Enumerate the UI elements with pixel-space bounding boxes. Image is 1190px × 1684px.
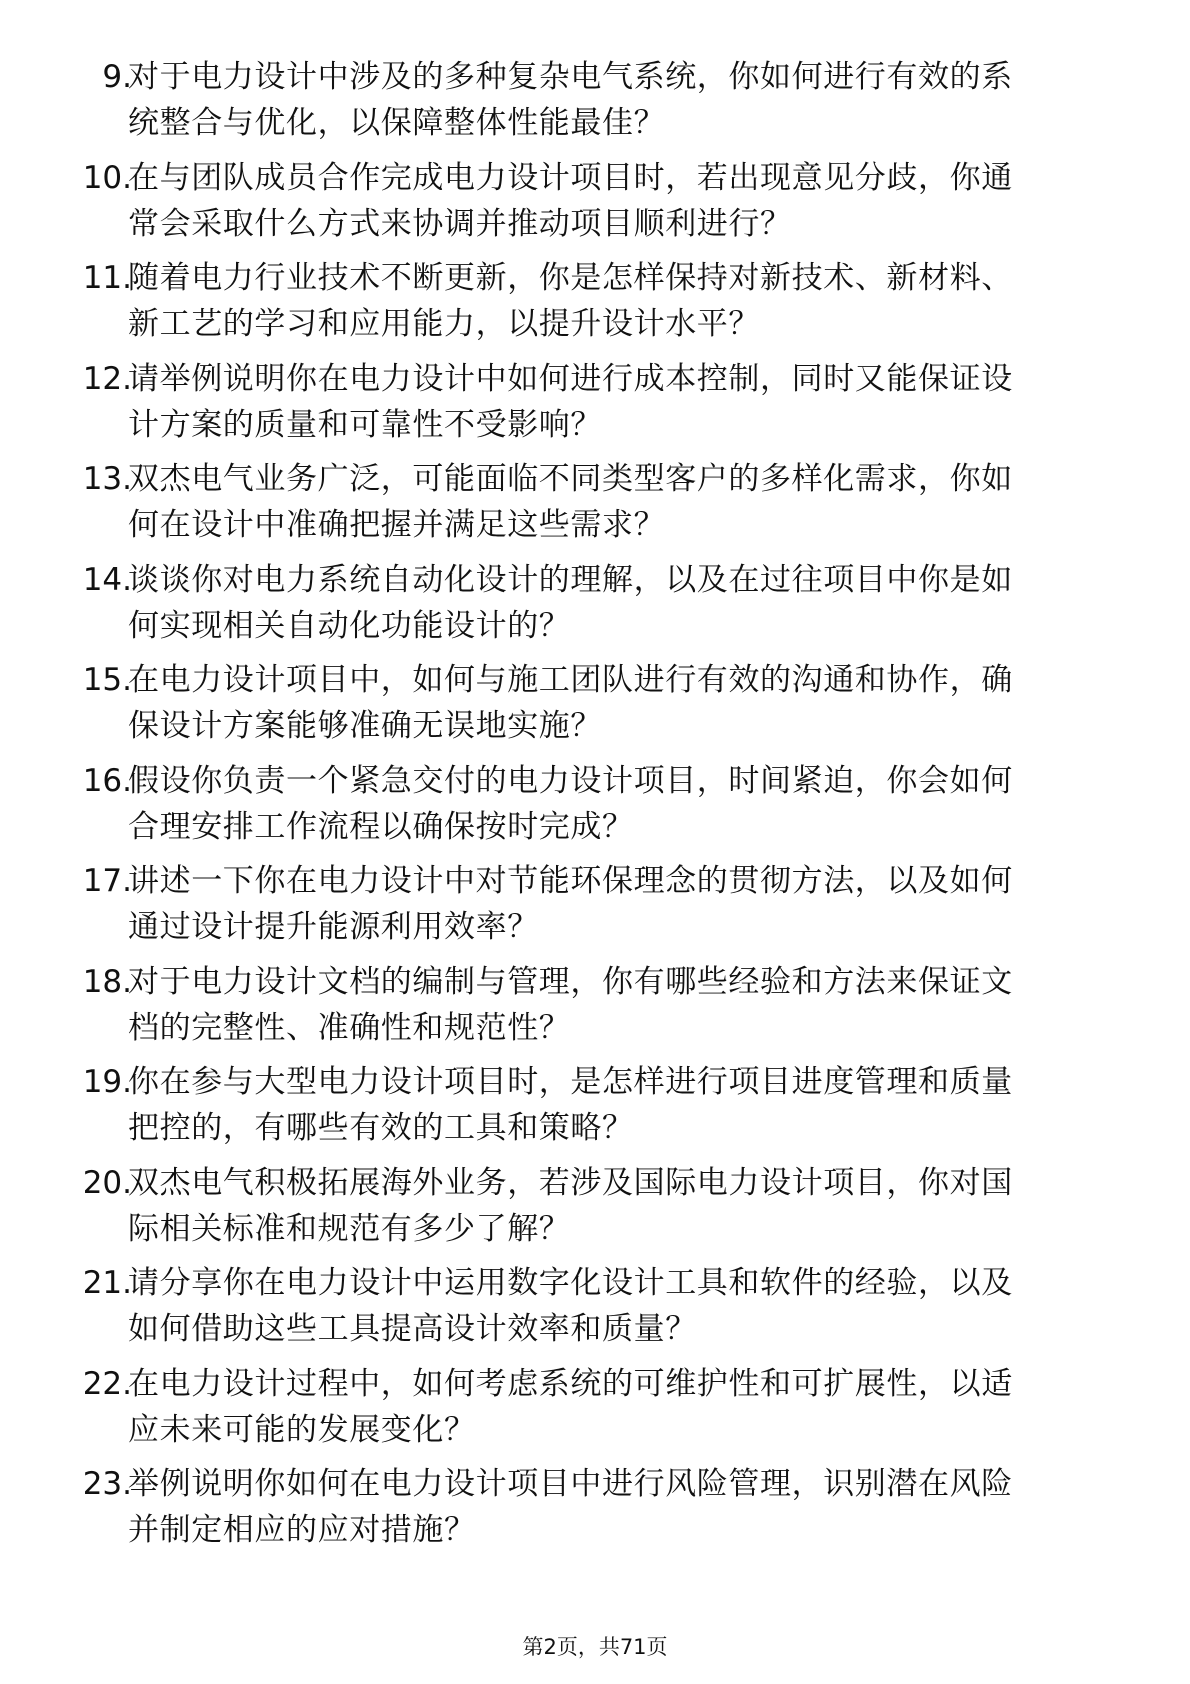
question-text-line: 何在设计中准确把握并满足这些需求？	[128, 507, 666, 543]
question-item	[0, 356, 1190, 457]
question-text-line: 保设计方案能够准确无误地实施？	[128, 708, 602, 744]
question-item	[0, 557, 1190, 658]
page-footer: 第2页，共71页	[522, 1635, 668, 1659]
question-list	[0, 54, 1190, 1562]
question-number: 16.	[82, 762, 132, 799]
question-text	[128, 356, 1108, 448]
question-number: 18.	[82, 963, 132, 1000]
question-number: 13.	[82, 461, 132, 497]
question-text	[128, 1160, 1108, 1252]
question-text	[128, 557, 1108, 649]
question-number: 14.	[82, 561, 132, 598]
question-text-line: 在电力设计项目中，如何与施工团队进行有效的沟通和协作，确	[128, 662, 1013, 698]
question-text-line: 对于电力设计文档的编制与管理，你有哪些经验和方法来保证文	[128, 963, 1013, 1000]
question-item	[0, 858, 1190, 959]
question-text-line: 应未来可能的发展变化？	[128, 1411, 476, 1448]
question-item	[0, 54, 1190, 155]
question-text-line: 常会采取什么方式来协调并推动项目顺利进行？	[128, 205, 792, 242]
question-text-line: 双杰电气业务广泛，可能面临不同类型客户的多样化需求，你如	[128, 461, 1013, 497]
question-text-line: 请分享你在电力设计中运用数字化设计工具和软件的经验，以及	[128, 1265, 1013, 1301]
question-text-line: 统整合与优化，以保障整体性能最佳？	[128, 105, 666, 141]
question-number: 9.	[102, 59, 132, 95]
question-text	[128, 456, 1108, 548]
question-text	[128, 54, 1108, 146]
question-text-line: 合理安排工作流程以确保按时完成？	[128, 808, 634, 845]
question-number: 19.	[82, 1064, 132, 1100]
question-text-line: 如何借助这些工具提高设计效率和质量？	[128, 1311, 697, 1347]
question-text-line: 通过设计提升能源利用效率？	[128, 909, 539, 945]
question-item	[0, 758, 1190, 859]
question-text	[128, 1461, 1108, 1553]
question-text-line: 对于电力设计中涉及的多种复杂电气系统，你如何进行有效的系	[128, 59, 1013, 95]
question-number: 11.	[82, 260, 132, 296]
question-text-line: 际相关标准和规范有多少了解？	[128, 1210, 571, 1247]
question-text-line: 并制定相应的应对措施？	[128, 1512, 476, 1548]
question-text	[128, 1059, 1108, 1151]
question-number: 21.	[82, 1265, 132, 1301]
question-number: 17.	[82, 863, 132, 899]
question-text	[128, 1361, 1108, 1453]
question-text-line: 假设你负责一个紧急交付的电力设计项目，时间紧迫，你会如何	[128, 762, 1013, 799]
question-number: 20.	[82, 1164, 132, 1201]
question-item	[0, 1160, 1190, 1261]
question-item	[0, 1059, 1190, 1160]
question-number: 15.	[82, 662, 132, 698]
question-text-line: 讲述一下你在电力设计中对节能环保理念的贯彻方法，以及如何	[128, 863, 1013, 899]
question-text	[128, 255, 1108, 347]
question-text	[128, 858, 1108, 950]
question-number: 10.	[82, 159, 132, 196]
question-text-line: 档的完整性、准确性和规范性？	[128, 1009, 571, 1046]
question-text-line: 计方案的质量和可靠性不受影响？	[128, 406, 602, 443]
question-text-line: 你在参与大型电力设计项目时，是怎样进行项目进度管理和质量	[128, 1064, 1013, 1100]
question-item	[0, 255, 1190, 356]
question-text	[128, 1260, 1108, 1352]
question-text-line: 在与团队成员合作完成电力设计项目时，若出现意见分歧，你通	[128, 159, 1013, 196]
question-text-line: 举例说明你如何在电力设计项目中进行风险管理，识别潜在风险	[128, 1466, 1013, 1502]
question-item	[0, 657, 1190, 758]
question-text	[128, 657, 1108, 749]
question-text	[128, 758, 1108, 850]
question-number: 12.	[82, 360, 132, 397]
question-item	[0, 1361, 1190, 1462]
question-item	[0, 456, 1190, 557]
question-text-line: 把控的，有哪些有效的工具和策略？	[128, 1110, 634, 1146]
question-text-line: 在电力设计过程中，如何考虑系统的可维护性和可扩展性，以适	[128, 1365, 1013, 1402]
question-text-line: 谈谈你对电力系统自动化设计的理解，以及在过往项目中你是如	[128, 561, 1013, 598]
question-item	[0, 1260, 1190, 1361]
question-text	[128, 155, 1108, 247]
question-item	[0, 155, 1190, 256]
question-text-line: 新工艺的学习和应用能力，以提升设计水平？	[128, 306, 760, 342]
question-item	[0, 1461, 1190, 1562]
question-number: 22.	[82, 1365, 132, 1402]
question-text	[128, 959, 1108, 1051]
question-text-line: 请举例说明你在电力设计中如何进行成本控制，同时又能保证设	[128, 360, 1013, 397]
question-item	[0, 959, 1190, 1060]
question-number: 23.	[82, 1466, 132, 1502]
question-text-line: 随着电力行业技术不断更新，你是怎样保持对新技术、新材料、	[128, 260, 1013, 296]
question-text-line: 双杰电气积极拓展海外业务，若涉及国际电力设计项目，你对国	[128, 1164, 1013, 1201]
question-text-line: 何实现相关自动化功能设计的？	[128, 607, 571, 644]
